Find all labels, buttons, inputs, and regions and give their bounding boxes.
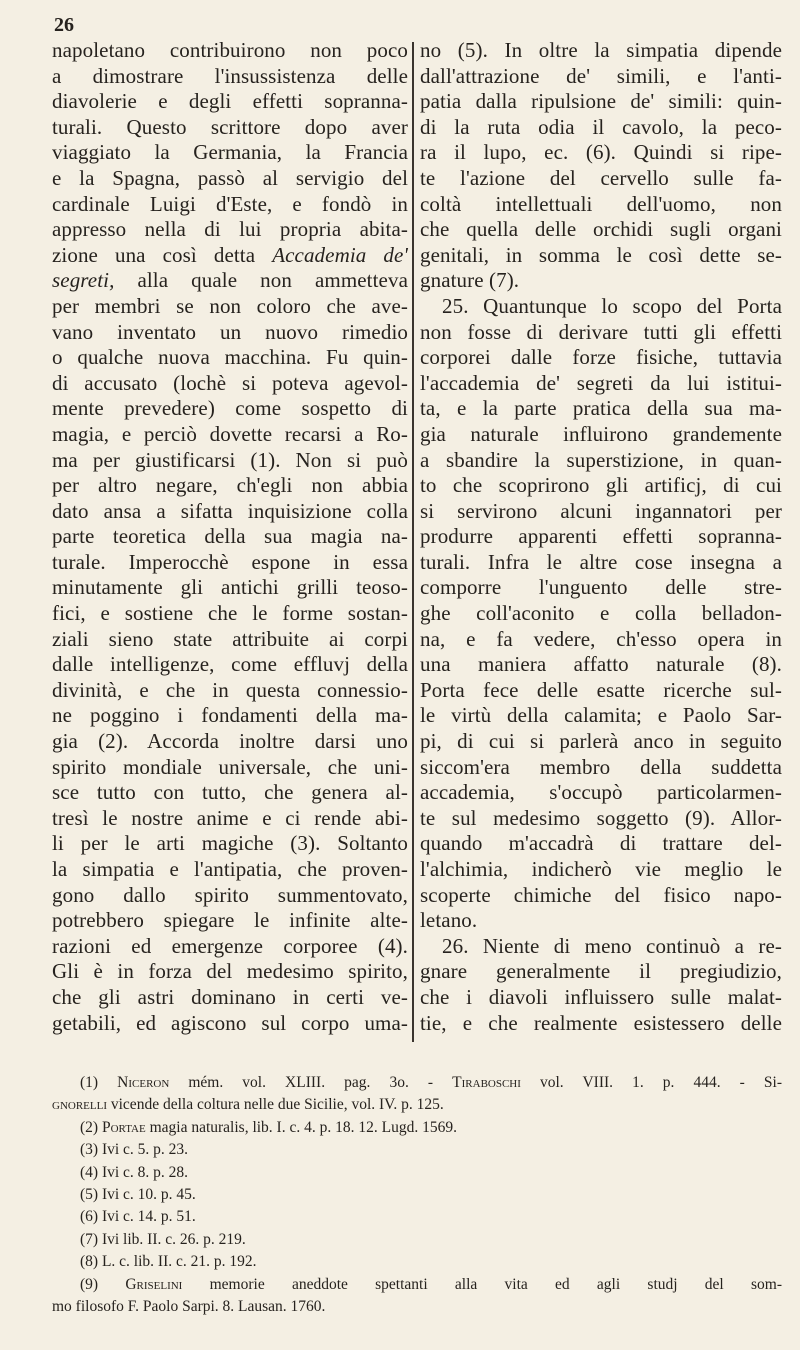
- footnote-line: [52, 1296, 782, 1318]
- right-text-column: [420, 38, 782, 1036]
- text-line: na, e fa vedere, ch'esso opera in: [420, 626, 782, 651]
- text-line: tie, e che realmente esistessero delle: [420, 1010, 782, 1035]
- author-name: Niceron: [117, 1074, 170, 1091]
- text-line: una maniera affatto naturale (8).: [420, 652, 782, 677]
- text-segment: vicende della coltura nelle due Sicilie, vol. IV. p. 125.: [107, 1096, 444, 1114]
- text-line: gnature (7).: [420, 268, 520, 293]
- text-line: potrebbero spiegare le infinite alte-: [52, 908, 408, 933]
- page-number: 26: [54, 14, 74, 36]
- text-line: gia naturale influirono grandemente: [420, 421, 782, 446]
- footnote-line: [52, 1184, 782, 1206]
- text-line: tresì le nostre anime e ci rende abi-: [52, 805, 408, 830]
- text-line: e la Spagna, passò al servigio del: [52, 165, 408, 190]
- text-line: o qualche nuova macchina. Fu quin-: [52, 345, 408, 370]
- text-line: 26. Niente di meno continuò a re-: [442, 933, 782, 958]
- text-line: ziali sieno state attribuite ai corpi: [52, 626, 408, 651]
- text-line: spirito mondiale universale, che uni-: [52, 754, 408, 779]
- text-line: magia, e perciò dovette recarsi a Ro-: [52, 421, 408, 446]
- text-line: letano.: [420, 908, 478, 933]
- author-name: Portae: [101, 1118, 146, 1136]
- text-line: [52, 268, 408, 294]
- text-line: diavolerie e degli effetti sopranna-: [52, 89, 408, 114]
- text-line: a sbandire la superstizione, in quan-: [420, 447, 782, 472]
- footnote-line: [52, 1072, 782, 1094]
- text-segment: (8) L. c. lib. II. c. 21. p. 192.: [80, 1253, 257, 1271]
- text-line: siccom'era membro della suddetta: [420, 754, 782, 779]
- text-line: dall'attrazione de' simili, e l'anti-: [420, 63, 782, 88]
- text-line: parte teoretica della sua magia na-: [52, 524, 408, 549]
- text-line: [52, 243, 408, 269]
- italic-title: Accademia de': [272, 242, 408, 267]
- text-line: appresso nella di lui propria abita-: [52, 217, 408, 242]
- text-segment: (9): [80, 1275, 126, 1293]
- text-line: cardinale Luigi d'Este, e fondò in: [52, 191, 408, 216]
- text-line: Porta fece delle esatte ricerche sul-: [420, 677, 782, 702]
- text-line: ne poggino i fondamenti della ma-: [52, 703, 408, 728]
- italic-title: segreti,: [52, 268, 115, 293]
- footnote-line: [52, 1139, 782, 1161]
- text-line: viaggiato la Germania, la Francia: [52, 140, 408, 165]
- text-segment: zione una così detta: [52, 242, 273, 267]
- author-name: Tiraboschi: [452, 1074, 521, 1091]
- text-line: dalle intelligenze, come effluvj della: [52, 652, 408, 677]
- footnote-line: [52, 1094, 782, 1116]
- text-segment: (2): [80, 1118, 102, 1136]
- text-segment: (5) Ivi c. 10. p. 45.: [80, 1185, 196, 1203]
- text-line: che i diavoli influissero sulle malat-: [420, 984, 782, 1009]
- text-line: quando m'accadrà di trattare del-: [420, 831, 782, 856]
- footnotes: [52, 1072, 782, 1318]
- footnote-line: [52, 1206, 782, 1228]
- text-line: di accusato (lochè si poteva agevol-: [52, 370, 408, 395]
- text-line: to che scoprirono gli artificj, di cui: [420, 473, 782, 498]
- text-line: turale. Imperocchè espone in essa: [52, 549, 408, 574]
- text-line: ma per giustificarsi (1). Non si può: [52, 447, 408, 472]
- text-line: a dimostrare l'insussistenza delle: [52, 63, 408, 88]
- text-line: di la ruta odia il cavolo, la peco-: [420, 114, 782, 139]
- left-text-column: [52, 38, 408, 1036]
- author-name: Griselini: [125, 1275, 183, 1293]
- text-line: patia dalla ripulsione de' simili: quin-: [420, 89, 782, 114]
- text-line: Gli è in forza del medesimo spirito,: [52, 959, 408, 984]
- text-segment: mo filosofo F. Paolo Sarpi. 8. Lausan. 1760.: [52, 1297, 326, 1315]
- footnote-line: [52, 1229, 782, 1251]
- text-line: che gli astri dominano in certi ve-: [52, 984, 408, 1009]
- text-line: gia (2). Accorda inoltre darsi uno: [52, 729, 408, 754]
- text-segment: alla quale non ammetteva: [114, 268, 408, 293]
- text-line: comporre l'unguento delle stre-: [420, 575, 782, 600]
- text-line: razioni ed emergenze corporee (4).: [52, 933, 408, 958]
- text-line: turali. Questo scrittore dopo aver: [52, 114, 408, 139]
- text-segment: (4) Ivi c. 8. p. 28.: [80, 1163, 189, 1181]
- text-segment: magia naturalis, lib. I. c. 4. p. 18. 12. Lugd. 1569.: [145, 1118, 457, 1136]
- text-line: vano inventato un nuovo rimedio: [52, 319, 408, 344]
- text-line: produrre apparenti effetti sopranna-: [420, 524, 782, 549]
- footnote-line: [52, 1162, 782, 1184]
- text-segment: vol. VIII. 1. p. 444. - Si-: [520, 1074, 782, 1091]
- text-line: ra il lupo, ec. (6). Quindi si ripe-: [420, 140, 782, 165]
- text-line: divinità, e che in questa connessio-: [52, 677, 408, 702]
- footnote-line: [52, 1117, 782, 1139]
- footnote-line: [52, 1274, 782, 1296]
- text-line: getabili, ed agiscono sul corpo uma-: [52, 1010, 408, 1035]
- text-line: si servirono alcuni ingannatori per: [420, 498, 782, 523]
- text-line: turali. Infra le altre cose insegna a: [420, 549, 782, 574]
- text-line: non fosse di derivare tutti gli effetti: [420, 319, 782, 344]
- text-line: te l'azione del cervello sulle fa-: [420, 165, 782, 190]
- text-segment: memorie aneddote spettanti alla vita ed agli studj del som-: [182, 1275, 782, 1293]
- footnote-line: [52, 1251, 782, 1273]
- text-line: gono dallo spirito summentovato,: [52, 882, 408, 907]
- text-line: per membri se non coloro che ave-: [52, 293, 408, 318]
- text-segment: (7) Ivi lib. II. c. 26. p. 219.: [80, 1230, 246, 1248]
- text-line: mente prevedere) come sospetto di: [52, 396, 408, 421]
- text-line: ghe coll'aconito e colla belladon-: [420, 601, 782, 626]
- text-line: che quella delle orchidi sugli organi: [420, 217, 782, 242]
- text-line: no (5). In oltre la simpatia dipende: [420, 38, 782, 62]
- text-line: scoperte chimiche del fisico napo-: [420, 882, 782, 907]
- text-line: pi, di cui si parlerà anco in seguito: [420, 729, 782, 754]
- text-line: napoletano contribuirono non poco: [52, 38, 408, 62]
- text-line: li per le arti magiche (3). Soltanto: [52, 831, 408, 856]
- text-line: minutamente gli antichi grilli teoso-: [52, 575, 408, 600]
- text-line: per altro negare, ch'egli non abbia: [52, 473, 408, 498]
- text-line: fici, e sostiene che le forme sostan-: [52, 601, 408, 626]
- text-line: corporei dalle forze fisiche, tuttavia: [420, 345, 782, 370]
- text-line: gnare generalmente il pregiudizio,: [420, 959, 782, 984]
- text-line: dato ansa a sifatta inquisizione colla: [52, 498, 408, 523]
- text-line: l'alchimia, indicherò vie meglio le: [420, 857, 782, 881]
- text-line: sce tutto con tutto, che genera al-: [52, 780, 408, 805]
- text-segment: (1): [80, 1074, 118, 1091]
- text-line: genitali, in somma le così dette se-: [420, 242, 782, 267]
- text-segment: (6) Ivi c. 14. p. 51.: [80, 1208, 196, 1226]
- text-line: la simpatia e l'antipatia, che proven-: [52, 857, 408, 881]
- text-segment: mém. vol. XLIII. pag. 3o. -: [169, 1074, 453, 1091]
- column-divider: [412, 42, 414, 1042]
- text-line: l'accademia de' segreti da lui istitui-: [420, 370, 782, 395]
- text-line: ta, e la parte pratica della sua ma-: [420, 396, 782, 421]
- text-line: accademia, s'occupò particolarmen-: [420, 780, 782, 805]
- text-line: te sul medesimo soggetto (9). Allor-: [420, 805, 782, 830]
- text-line: coltà intellettuali dell'uomo, non: [420, 191, 782, 216]
- text-line: le virtù della calamita; e Paolo Sar-: [420, 703, 782, 728]
- text-segment: (3) Ivi c. 5. p. 23.: [80, 1141, 189, 1159]
- author-name: gnorelli: [52, 1096, 107, 1114]
- text-line: 25. Quantunque lo scopo del Porta: [442, 293, 782, 318]
